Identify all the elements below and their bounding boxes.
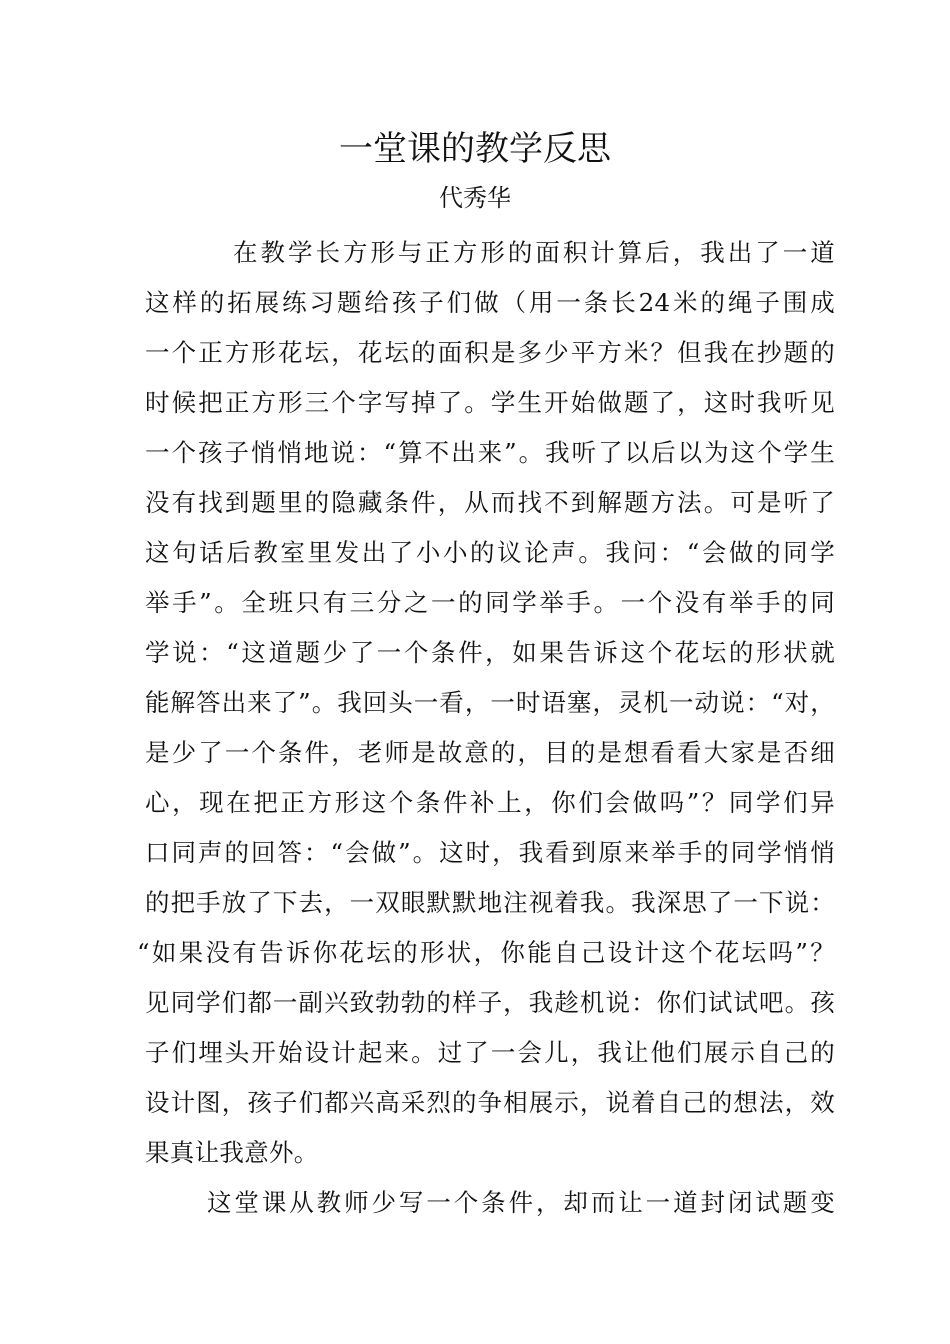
paragraph-line: 一个正方形花坛，花坛的面积是多少平方米？但我在抄题的 (145, 338, 835, 367)
paragraph-line: 这堂课从教师少写一个条件，却而让一道封闭试题变 (207, 1188, 835, 1217)
paragraph-line: 设计图，孩子们都兴高采烈的争相展示，说着自己的想法，效 (145, 1088, 835, 1117)
document-body (137, 228, 835, 1228)
paragraph-line: 举手”。全班只有三分之一的同学举手。一个没有举手的同 (145, 588, 835, 617)
document-title: 一堂课的教学反思 (339, 129, 611, 169)
paragraph-line: 果真让我意外。 (145, 1138, 319, 1167)
paragraph-line: 学说：“这道题少了一个条件，如果告诉这个花坛的形状就 (145, 638, 835, 667)
paragraph-line: 是少了一个条件，老师是故意的，目的是想看看大家是否细 (145, 738, 835, 767)
paragraph-line: 时候把正方形三个字写掉了。学生开始做题了，这时我听见 (145, 388, 835, 417)
paragraph-line: 一个孩子悄悄地说：“算不出来”。我听了以后以为这个学生 (145, 438, 835, 467)
paragraph-line: 这样的拓展练习题给孩子们做（用一条长24米的绳子围成 (145, 288, 835, 317)
paragraph-line: 在教学长方形与正方形的面积计算后，我出了一道 (233, 238, 835, 267)
paragraph-line: 的把手放了下去，一双眼默默地注视着我。我深思了一下说： (145, 888, 835, 917)
author-name: 代秀华 (439, 184, 511, 212)
paragraph-line: 没有找到题里的隐藏条件，从而找不到解题方法。可是听了 (145, 488, 835, 517)
paragraph-line: 子们埋头开始设计起来。过了一会儿，我让他们展示自己的 (145, 1038, 835, 1067)
paragraph-line: 心，现在把正方形这个条件补上，你们会做吗”？同学们异 (145, 788, 835, 817)
paragraph-line: 能解答出来了”。我回头一看，一时语塞，灵机一动说：“对， (145, 688, 835, 717)
paragraph-line: 口同声的回答：“会做”。这时，我看到原来举手的同学悄悄 (145, 838, 835, 867)
paragraph-line: 见同学们都一副兴致勃勃的样子，我趁机说：你们试试吧。孩 (145, 988, 835, 1017)
paragraph-line: 这句话后教室里发出了小小的议论声。我问：“会做的同学 (145, 538, 835, 567)
paragraph-line: “如果没有告诉你花坛的形状，你能自己设计这个花坛吗”？ (137, 938, 835, 967)
